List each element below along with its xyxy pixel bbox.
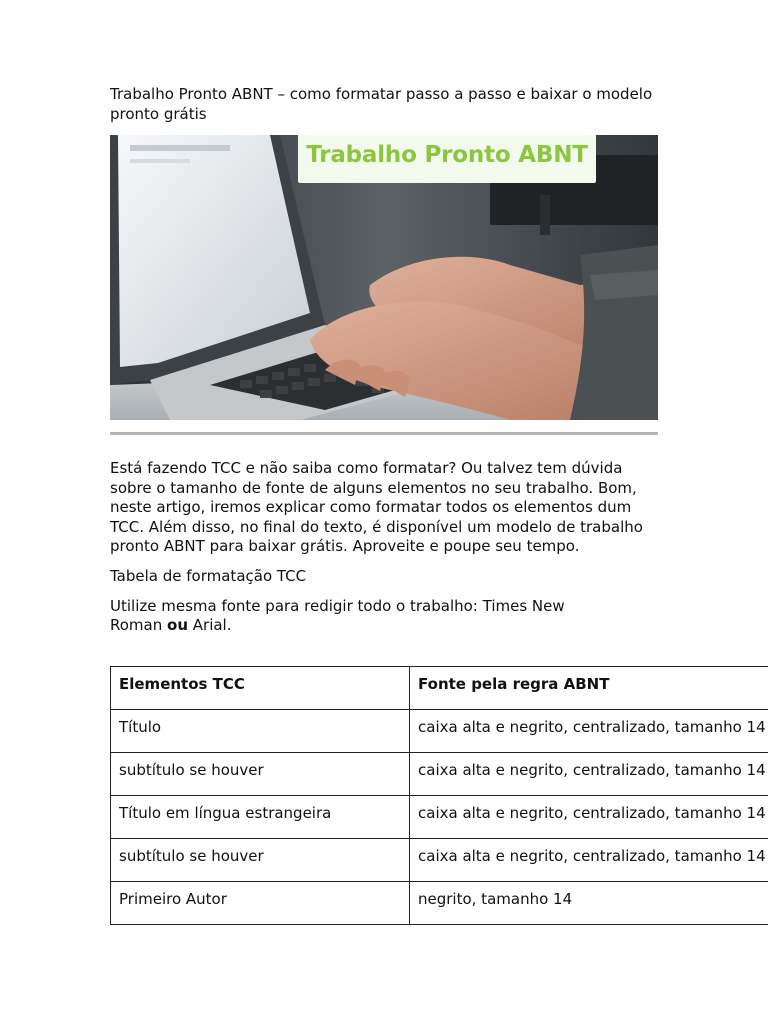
table-header-row [111,667,768,710]
hero-banner-text: Trabalho Pronto ABNT [306,142,588,168]
document-body [110,84,658,636]
table-cell-element: Título em língua estrangeira [111,796,410,839]
table-cell-element: subtítulo se houver [111,839,410,882]
table-row [111,796,768,839]
table-header-cell: Elementos TCC [111,667,410,710]
formatting-table [110,666,768,925]
section-heading: Tabela de formatação TCC [110,566,307,585]
table-row [111,753,768,796]
hero-image [110,135,658,420]
intro-paragraph: Está fazendo TCC e não saiba como formatar? Ou talvez tem dúvida sobre o tamanho de fonte de alguns elementos no seu trabalho. Bom, neste artigo, iremos explicar como formatar todos os elementos dum TCC. Além disso, no final do texto, é disponível um modelo de trabalho pronto ABNT para baixar grátis. Aproveite e poupe seu tempo. [110,459,643,556]
table-cell-element: Título [111,710,410,753]
table-row [111,839,768,882]
table-cell-rule: negrito, tamanho 14 [410,882,768,925]
table-header-cell: Fonte pela regra ABNT [410,667,768,710]
table-cell-rule: caixa alta e negrito, centralizado, tamanho 14 [410,753,768,796]
table-row [111,710,768,753]
font-note-end: Arial. [188,616,232,635]
divider [110,432,658,435]
table-cell-element: subtítulo se houver [111,753,410,796]
hero-banner [298,135,596,183]
table-cell-rule: caixa alta e negrito, centralizado, tamanho 14 [410,710,768,753]
table-row [111,882,768,925]
table-cell-rule: caixa alta e negrito, centralizado, tamanho 14 [410,839,768,882]
page-title: Trabalho Pronto ABNT – como formatar passo a passo e baixar o modelo pronto grátis [110,85,653,123]
table-cell-rule: caixa alta e negrito, centralizado, tamanho 14 [410,796,768,839]
font-note-text: Utilize mesma fonte para redigir todo o trabalho: Times New Roman [110,596,565,635]
font-note-emphasis: ou [167,616,188,635]
font-note [110,597,590,636]
table-cell-element: Primeiro Autor [111,882,410,925]
